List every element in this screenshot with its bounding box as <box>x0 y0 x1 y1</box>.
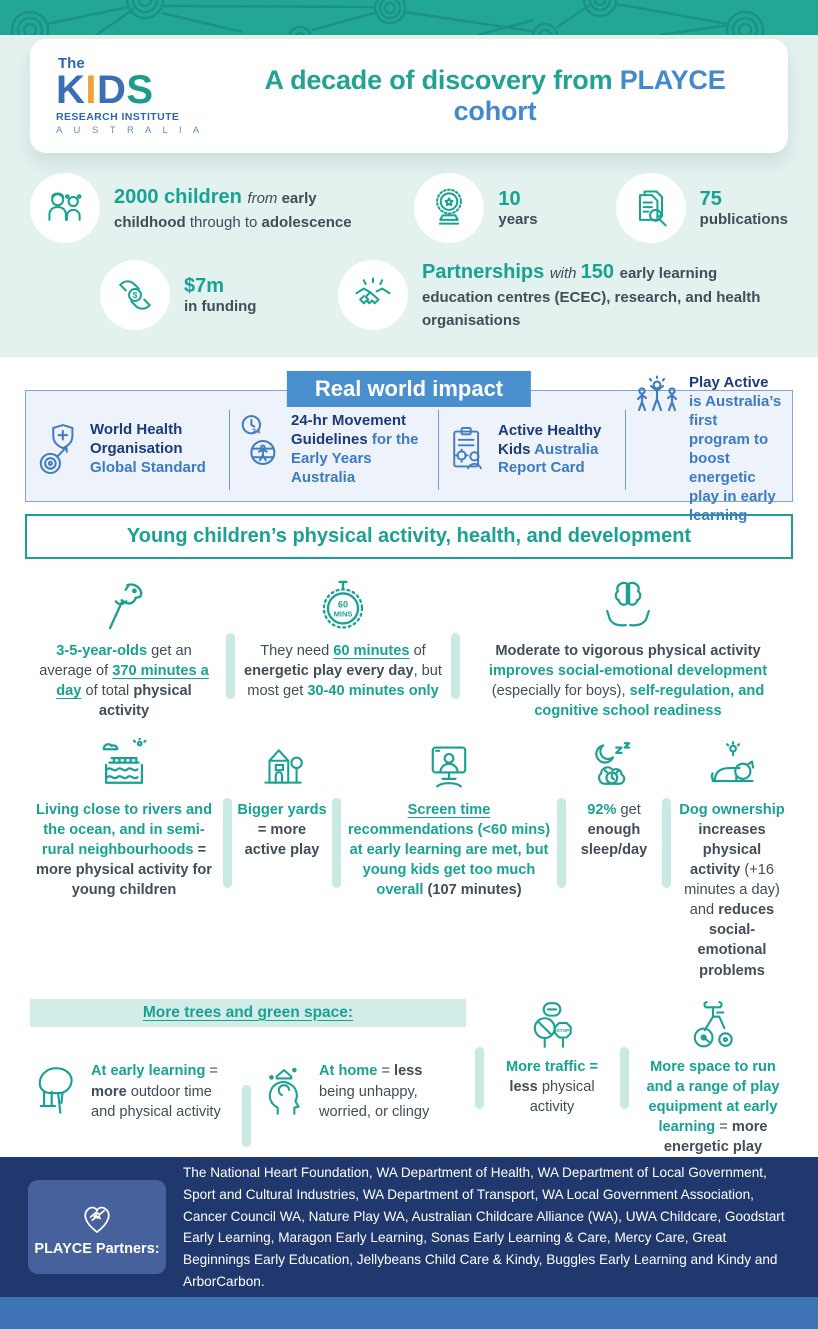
green-space-group <box>30 999 466 1147</box>
finding-dog-ownership <box>676 736 788 981</box>
top-pattern-band <box>0 0 818 35</box>
finding-mvpa-development <box>468 571 788 722</box>
impact-item-play-active <box>633 374 782 525</box>
stats-row-2 <box>30 257 788 332</box>
award-icon <box>414 173 484 243</box>
impact-item-guidelines <box>237 412 431 488</box>
logo-kids: KIDS <box>56 68 154 112</box>
finding-sleep <box>571 736 657 860</box>
finding-screen-time-text: Screen time recommendations (<60 mins) at early learning are met, but young kids get too much overall (107 minutes) <box>347 801 551 898</box>
impact-item-who <box>36 421 222 479</box>
logo-australia: A U S T R A L I A <box>56 125 204 136</box>
partners-footer <box>0 1157 818 1297</box>
findings-row-1 <box>30 571 788 722</box>
stat-partnerships <box>338 257 788 332</box>
shield-target-icon <box>36 421 82 479</box>
impact-banner: Real world impact <box>287 371 531 407</box>
finding-green-home-text: At home = less being unhappy, worried, or clingy <box>319 1063 430 1120</box>
impact-item-report-card <box>446 422 618 479</box>
stat-years-text <box>498 188 537 228</box>
svg-text:60: 60 <box>337 599 349 610</box>
svg-text:$: $ <box>132 290 138 300</box>
movement-guidelines-icon <box>237 412 283 470</box>
traffic-signs-icon <box>527 999 577 1051</box>
report-card-icon <box>446 422 490 476</box>
divider <box>475 1047 484 1109</box>
divider <box>662 798 671 888</box>
finding-space-equipment <box>638 999 788 1158</box>
kids-research-institute-logo <box>56 56 228 136</box>
finding-dog-ownership-text: Dog ownership increases physical activity (+16 minutes a day) and reduces social-emotional problems <box>679 801 785 979</box>
findings-row-2 <box>30 736 788 981</box>
play-active-icon <box>633 374 681 426</box>
sleep-icon <box>588 736 640 794</box>
header-card <box>30 39 788 153</box>
divider <box>242 1085 251 1147</box>
svg-text:24: 24 <box>251 426 261 436</box>
divider <box>557 798 566 888</box>
stat-publications-label: publications <box>699 211 788 228</box>
findings-row-3 <box>30 999 788 1158</box>
divider <box>451 633 460 699</box>
handshake-icon <box>338 260 408 330</box>
logo-research-institute: RESEARCH INSTITUTE <box>56 111 180 123</box>
finding-screen-time <box>346 736 552 901</box>
heart-hands-icon <box>78 1198 116 1236</box>
finding-activity-minutes-text: 3-5-year-olds get an average of 370 minutes a day of total physical activity <box>39 643 209 720</box>
network-pattern <box>0 0 818 35</box>
header-and-stats-section <box>0 35 818 357</box>
finding-green-early-learning <box>30 1061 233 1121</box>
impact-item-who-text: World Health Organisation Global Standard <box>90 421 206 476</box>
ocean-pier-icon <box>97 736 151 794</box>
green-space-banner: More trees and green space: <box>30 999 466 1027</box>
divider <box>620 1047 629 1109</box>
svg-text:STOP: STOP <box>556 1028 570 1034</box>
brain-hands-icon <box>601 571 655 635</box>
partners-list: The National Heart Foundation, WA Department of Health, WA Department of Local Government, Sport and Cultural Industries, WA Department of Transport, WA Local Government Association, Cancer Council WA, Nature Play WA, Australian Childcare Alliance (WA), UWA Childcare, Goodstart Early Learning, Maragon Early Learning, Sonas Early Learning & Care, Mercy Care, Great Beginnings Early Education, Jellybeans Child Care & Kindy, Buggles Early Learning and Kindy and ArborCarbon. <box>183 1165 785 1289</box>
main-content <box>0 357 818 1157</box>
stat-funding-value: $7m <box>184 274 225 297</box>
screen-time-icon <box>422 736 476 794</box>
impact-item-report-card-text: Active Healthy Kids Australia Report Card <box>498 421 602 477</box>
finding-space-equipment-text: More space to run and a range of play equipment at early learning = more energetic play <box>646 1058 780 1156</box>
stat-partnerships-text: Partnerships with 150 early learning education centres (ECEC), research, and health organisations <box>422 261 761 329</box>
stat-publications-text <box>700 188 788 228</box>
home-mind-icon <box>260 1065 310 1119</box>
finding-bigger-yards-text: Bigger yards = more active play <box>237 801 327 858</box>
finding-bigger-yards <box>237 736 327 860</box>
finding-sleep-text: 92% get enough sleep/day <box>580 801 648 858</box>
impact-divider <box>438 410 439 490</box>
stat-years <box>414 173 581 243</box>
impact-item-play-active-text: Play Active is Australia’s first program to boost energetic play in early learning <box>689 374 782 524</box>
finding-energetic-play-text: They need 60 minutes of energetic play every day, but most get 30-40 minutes only <box>244 643 442 700</box>
stopwatch-60-icon <box>315 571 371 635</box>
stat-publications <box>616 173 788 243</box>
finding-energetic-play <box>243 571 443 701</box>
divider <box>223 798 232 888</box>
hobby-horse-icon <box>96 571 152 635</box>
stat-funding-label: in funding <box>184 297 257 315</box>
divider <box>332 798 341 888</box>
publications-icon <box>616 173 686 243</box>
stats-row-1 <box>30 173 788 243</box>
real-world-impact-section <box>25 374 793 524</box>
svg-text:MINS: MINS <box>333 609 353 619</box>
children-icon <box>30 173 100 243</box>
stat-years-label: years <box>498 211 538 228</box>
page-title: A decade of discovery from PLAYCE cohort <box>264 65 726 126</box>
yard-house-icon <box>257 736 307 794</box>
dog-icon <box>704 736 760 794</box>
partners-label: PLAYCE Partners: <box>34 1240 160 1257</box>
impact-item-guidelines-text: 24-hr Movement Guidelines for the Early Years Australia <box>291 412 419 486</box>
funding-icon <box>100 260 170 330</box>
impact-divider <box>229 410 230 490</box>
finding-green-home <box>260 1061 447 1121</box>
stat-funding-text <box>184 275 256 315</box>
tricycle-icon <box>687 999 739 1051</box>
stat-children <box>30 173 376 243</box>
stat-funding <box>100 260 338 330</box>
finding-green-early-learning-text: At early learning = more outdoor time and physical activity <box>91 1063 221 1120</box>
finding-activity-minutes <box>30 571 218 722</box>
playce-partners-box <box>28 1180 166 1274</box>
stat-children-text: 2000 children from early childhood through to adolescence <box>114 185 352 231</box>
tree-swing-icon <box>30 1064 82 1120</box>
finding-traffic-text: More traffic = less physical activity <box>505 1058 599 1115</box>
finding-rivers-ocean <box>30 736 218 901</box>
logo-the: The <box>58 55 85 72</box>
stat-publications-value: 75 <box>699 188 722 210</box>
section-title: Young children’s physical activity, health, and development <box>25 514 793 559</box>
impact-divider <box>625 410 626 490</box>
green-space-items <box>30 1037 466 1147</box>
bottom-accent-bar <box>0 1297 818 1329</box>
finding-mvpa-development-text: Moderate to vigorous physical activity improves social-emotional development (especially for boys), self-regulation, and cognitive school readiness <box>488 643 768 720</box>
divider <box>226 633 235 699</box>
stat-years-value: 10 <box>498 188 521 210</box>
finding-rivers-ocean-text: Living close to rivers and the ocean, and in semi-rural neighbourhoods = more physical activity for young children <box>35 801 212 898</box>
finding-traffic <box>493 999 611 1117</box>
